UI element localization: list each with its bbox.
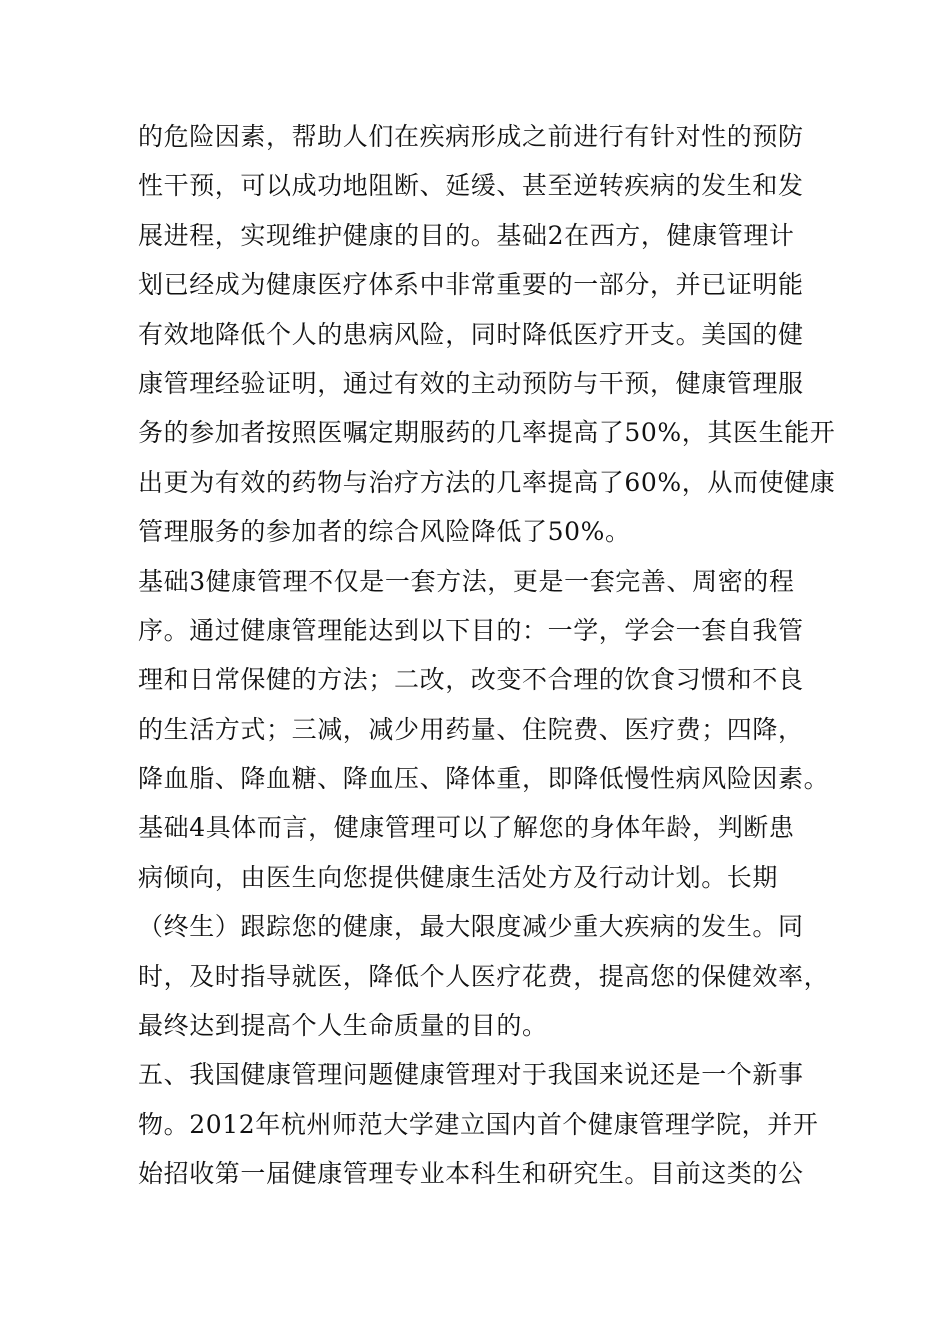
body-text <box>138 112 838 1199</box>
text-line: 展进程，实现维护健康的目的。基础2在西方，健康管理计 <box>138 220 795 250</box>
text-line: 出更为有效的药物与治疗方法的几率提高了60%，从而使健康 <box>138 467 836 497</box>
text-line: 五、我国健康管理问题健康管理对于我国来说还是一个新事 <box>138 1060 804 1090</box>
text-line: 康管理经验证明，通过有效的主动预防与干预，健康管理服 <box>138 368 804 398</box>
text-line: 病倾向，由医生向您提供健康生活处方及行动计划。长期 <box>138 862 779 892</box>
text-line: 理和日常保健的方法；二改，改变不合理的饮食习惯和不良 <box>138 665 804 695</box>
text-line: 管理服务的参加者的综合风险降低了50%。 <box>138 517 631 547</box>
text-line: 基础3健康管理不仅是一套方法，更是一套完善、周密的程 <box>138 566 795 596</box>
text-line: 降血脂、降血糖、降血压、降体重，即降低慢性病风险因素。 <box>138 764 830 794</box>
text-line: 始招收第一届健康管理专业本科生和研究生。目前这类的公 <box>138 1159 804 1189</box>
text-line: 划已经成为健康医疗体系中非常重要的一部分，并已证明能 <box>138 270 804 300</box>
text-line: 基础4具体而言，健康管理可以了解您的身体年龄，判断患 <box>138 813 795 843</box>
text-line: 务的参加者按照医嘱定期服药的几率提高了50%，其医生能开 <box>138 418 836 448</box>
text-line: （终生）跟踪您的健康，最大限度减少重大疾病的发生。同 <box>138 912 804 942</box>
text-line: 的危险因素，帮助人们在疾病形成之前进行有针对性的预防 <box>138 122 804 151</box>
text-line: 性干预，可以成功地阻断、延缓、甚至逆转疾病的发生和发 <box>138 171 804 201</box>
text-line: 序。通过健康管理能达到以下目的：一学，学会一套自我管 <box>138 615 804 645</box>
text-line: 最终达到提高个人生命质量的目的。 <box>138 1011 548 1041</box>
text-line: 时，及时指导就医，降低个人医疗花费，提高您的保健效率， <box>138 961 830 991</box>
text-line: 有效地降低个人的患病风险，同时降低医疗开支。美国的健 <box>138 319 804 349</box>
text-line: 的生活方式；三减，减少用药量、住院费、医疗费；四降， <box>138 714 804 744</box>
text-line: 物。2012年杭州师范大学建立国内首个健康管理学院，并开 <box>138 1109 819 1139</box>
